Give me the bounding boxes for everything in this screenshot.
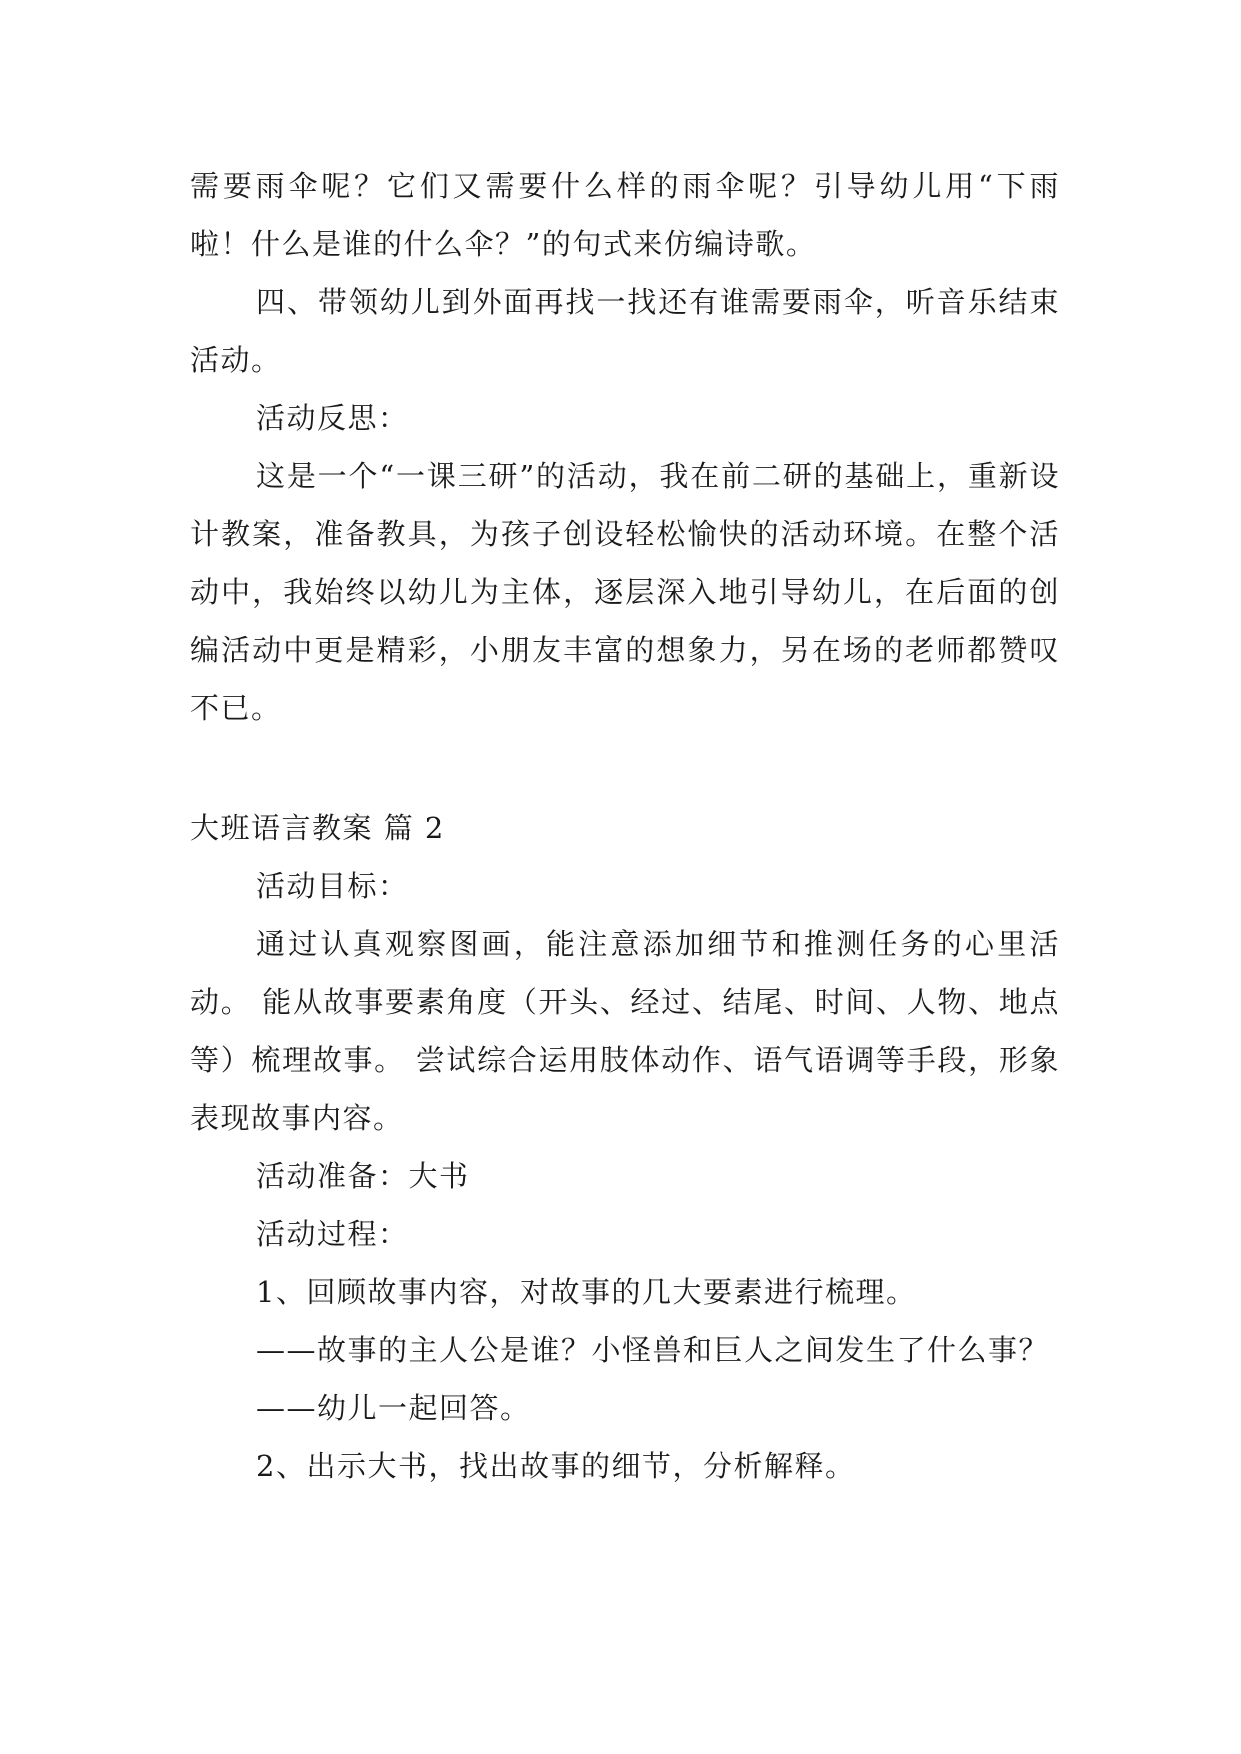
paragraph-continuation: 需要雨伞呢？它们又需要什么样的雨伞呢？引导幼儿用“下雨啦！什么是谁的什么伞？”的句式来仿编诗歌。 bbox=[190, 169, 1060, 261]
paragraph-step-two: 2、出示大书，找出故事的细节，分析解释。 bbox=[256, 1449, 856, 1483]
heading-process: 活动过程： bbox=[256, 1217, 409, 1251]
paragraph-step-one: 1、回顾故事内容，对故事的几大要素进行梳理。 bbox=[256, 1275, 917, 1309]
section-title: 大班语言教案 篇 2 bbox=[190, 811, 445, 845]
heading-objectives: 活动目标： bbox=[256, 869, 409, 903]
document-body bbox=[190, 157, 1060, 1495]
paragraph-reflection: 这是一个“一课三研”的活动，我在前二研的基础上，重新设计教案，准备教具，为孩子创设轻松愉快的活动环境。在整个活动中，我始终以幼儿为主体，逐层深入地引导幼儿，在后面的创编活动中更是精彩，小朋友丰富的想象力，另在场的老师都赞叹不已。 bbox=[190, 459, 1060, 725]
paragraph-question: ——故事的主人公是谁？小怪兽和巨人之间发生了什么事？ bbox=[256, 1333, 1050, 1367]
paragraph-answer: ——幼儿一起回答。 bbox=[256, 1391, 531, 1425]
paragraph-step-four: 四、带领幼儿到外面再找一找还有谁需要雨伞，听音乐结束活动。 bbox=[190, 285, 1060, 377]
paragraph-objectives: 通过认真观察图画，能注意添加细节和推测任务的心里活动。 能从故事要素角度（开头、经过、结尾、时间、人物、地点等）梳理故事。 尝试综合运用肢体动作、语气语调等手段，形象表现故事内容。 bbox=[190, 927, 1060, 1135]
paragraph-preparation: 活动准备：大书 bbox=[256, 1159, 470, 1193]
heading-reflection: 活动反思： bbox=[256, 401, 409, 435]
